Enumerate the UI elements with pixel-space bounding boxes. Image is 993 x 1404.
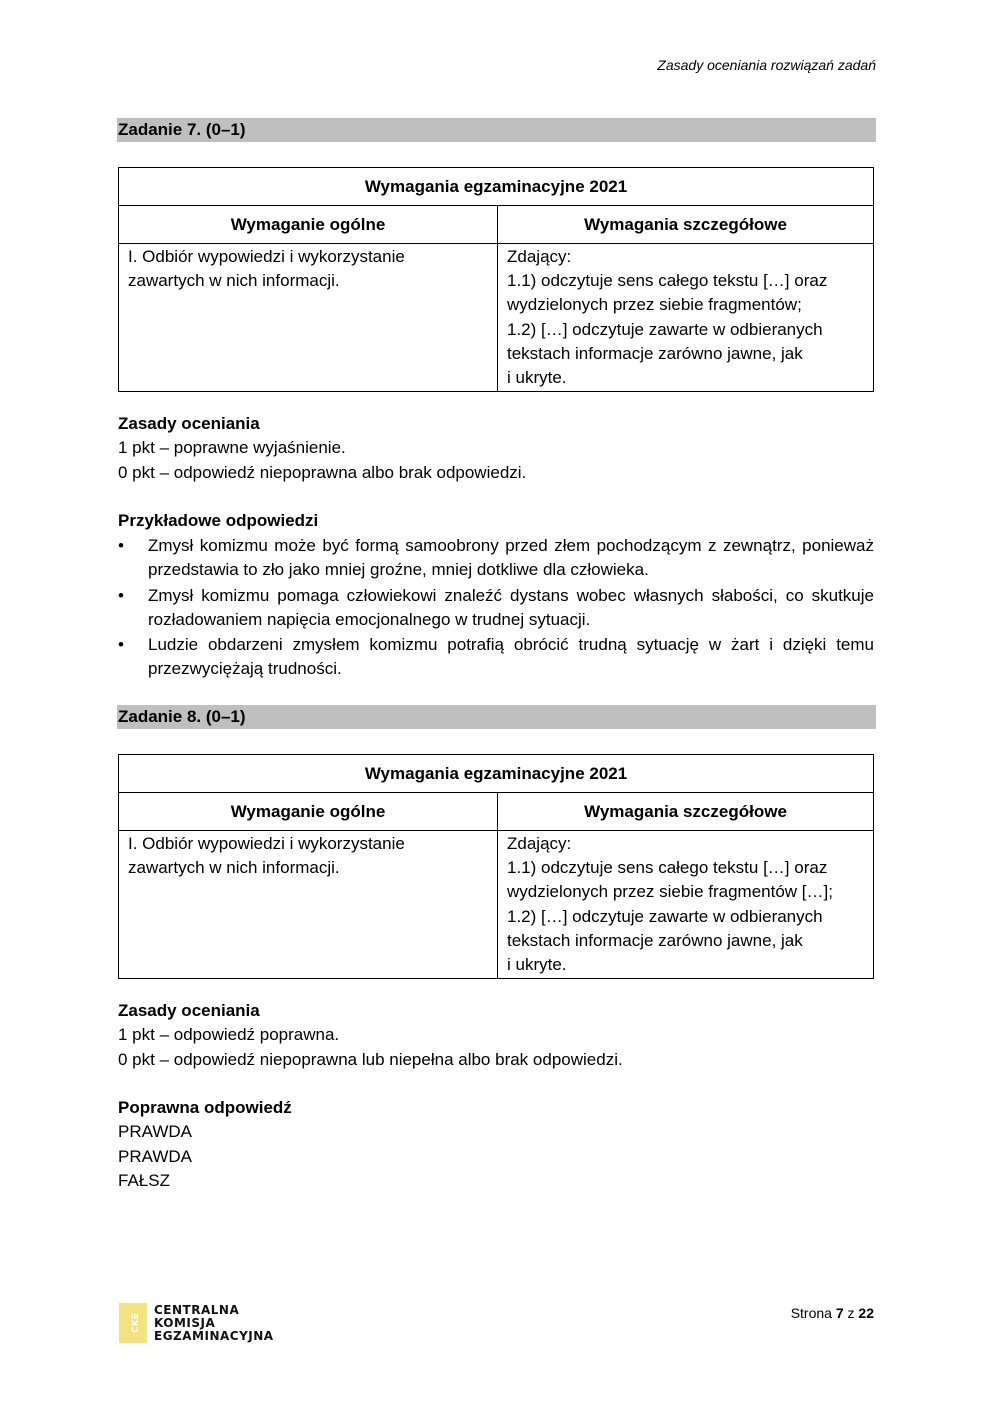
- bullet: •: [118, 585, 124, 605]
- column-header-general: Wymaganie ogólne: [119, 793, 498, 831]
- task-7-title: Zadanie 7. (0–1): [117, 118, 876, 142]
- section-heading: Przykładowe odpowiedzi: [118, 511, 319, 530]
- task-8-scoring: [118, 999, 623, 1072]
- scoring-rule: 1 pkt – poprawne wyjaśnienie.: [118, 438, 346, 458]
- section-heading: Poprawna odpowiedź: [118, 1098, 292, 1117]
- answer-line: PRAWDA: [118, 1146, 192, 1166]
- column-header-general: Wymaganie ogólne: [119, 206, 498, 244]
- text-line: I. Odbiór wypowiedzi i wykorzystanie: [128, 247, 405, 266]
- text-line: 1.2) […] odczytuje zawarte w odbieranych: [507, 906, 823, 926]
- text-line: Zdający:: [507, 247, 572, 266]
- text-line: zawartych w nich informacji.: [128, 271, 340, 291]
- task-8-title: Zadanie 8. (0–1): [117, 705, 876, 729]
- text-line: wydzielonych przez siebie fragmentów […];: [507, 882, 833, 902]
- text-line: i ukryte.: [507, 955, 567, 975]
- task-7-example-answers: [118, 534, 874, 683]
- text-line: zawartych w nich informacji.: [128, 858, 340, 878]
- column-header-specific: Wymagania szczegółowe: [498, 793, 874, 831]
- text-line: Zdający:: [507, 834, 572, 853]
- column-header-specific: Wymagania szczegółowe: [498, 206, 874, 244]
- specific-requirements-cell: [498, 244, 874, 392]
- scoring-rule: 0 pkt – odpowiedź niepoprawna albo brak odpowiedzi.: [118, 462, 527, 482]
- answer-line: FAŁSZ: [118, 1170, 170, 1190]
- task-7-requirements-table: [118, 167, 874, 392]
- task-7-answers-heading: [118, 509, 318, 533]
- general-requirement-cell: [119, 831, 498, 979]
- list-item: • Ludzie obdarzeni zmysłem komizmu potrafią obrócić trudną sytuację w żart i dzięki temu przezwyciężają trudności.: [118, 635, 874, 679]
- bullet: •: [118, 635, 124, 655]
- text-line: 1.1) odczytuje sens całego tekstu […] oraz: [507, 858, 828, 878]
- answer-line: PRAWDA: [118, 1122, 192, 1142]
- text-line: tekstach informacje zarówno jawne, jak: [507, 343, 803, 363]
- list-item: • Zmysł komizmu pomaga człowiekowi znaleźć dystans wobec własnych słabości, co skutkuje rozładowaniem napięcia emocjonalnego w trudnej sytuacji.: [118, 585, 874, 629]
- page-number: Strona 7 z 22: [790, 1305, 874, 1321]
- text-line: i ukryte.: [507, 368, 567, 388]
- section-heading: Zasady oceniania: [118, 414, 260, 433]
- text-line: tekstach informacje zarówno jawne, jak: [507, 930, 803, 950]
- table-caption: Wymagania egzaminacyjne 2021: [119, 755, 874, 793]
- general-requirement-cell: [119, 244, 498, 392]
- section-heading: Zasady oceniania: [118, 1001, 260, 1020]
- specific-requirements-cell: [498, 831, 874, 979]
- scoring-rule: 1 pkt – odpowiedź poprawna.: [118, 1025, 340, 1045]
- text-line: I. Odbiór wypowiedzi i wykorzystanie: [128, 834, 405, 853]
- cke-logo-mark: [119, 1303, 147, 1343]
- svg-text:CKE: CKE: [131, 1313, 141, 1333]
- text-line: 1.2) […] odczytuje zawarte w odbieranych: [507, 319, 823, 339]
- cke-logo-text: CENTRALNA KOMISJA EGZAMINACYJNA: [154, 1302, 274, 1343]
- cke-logo: [119, 1303, 274, 1343]
- task-8-requirements-table: [118, 754, 874, 979]
- text-line: wydzielonych przez siebie fragmentów;: [507, 295, 802, 315]
- task-7-scoring: [118, 412, 526, 485]
- bullet: •: [118, 536, 124, 555]
- table-caption: Wymagania egzaminacyjne 2021: [119, 168, 874, 206]
- list-item: • Zmysł komizmu może być formą samoobrony przed złem pochodzącym z zewnątrz, ponieważ przedstawia to zło jako mniej groźne, mniej dotkliwe dla człowieka.: [118, 536, 874, 580]
- text-line: 1.1) odczytuje sens całego tekstu […] oraz: [507, 271, 828, 291]
- running-header: Zasady oceniania rozwiązań zadań: [657, 57, 876, 73]
- task-8-correct-answer: [118, 1096, 292, 1193]
- scoring-rule: 0 pkt – odpowiedź niepoprawna lub niepełna albo brak odpowiedzi.: [118, 1049, 623, 1069]
